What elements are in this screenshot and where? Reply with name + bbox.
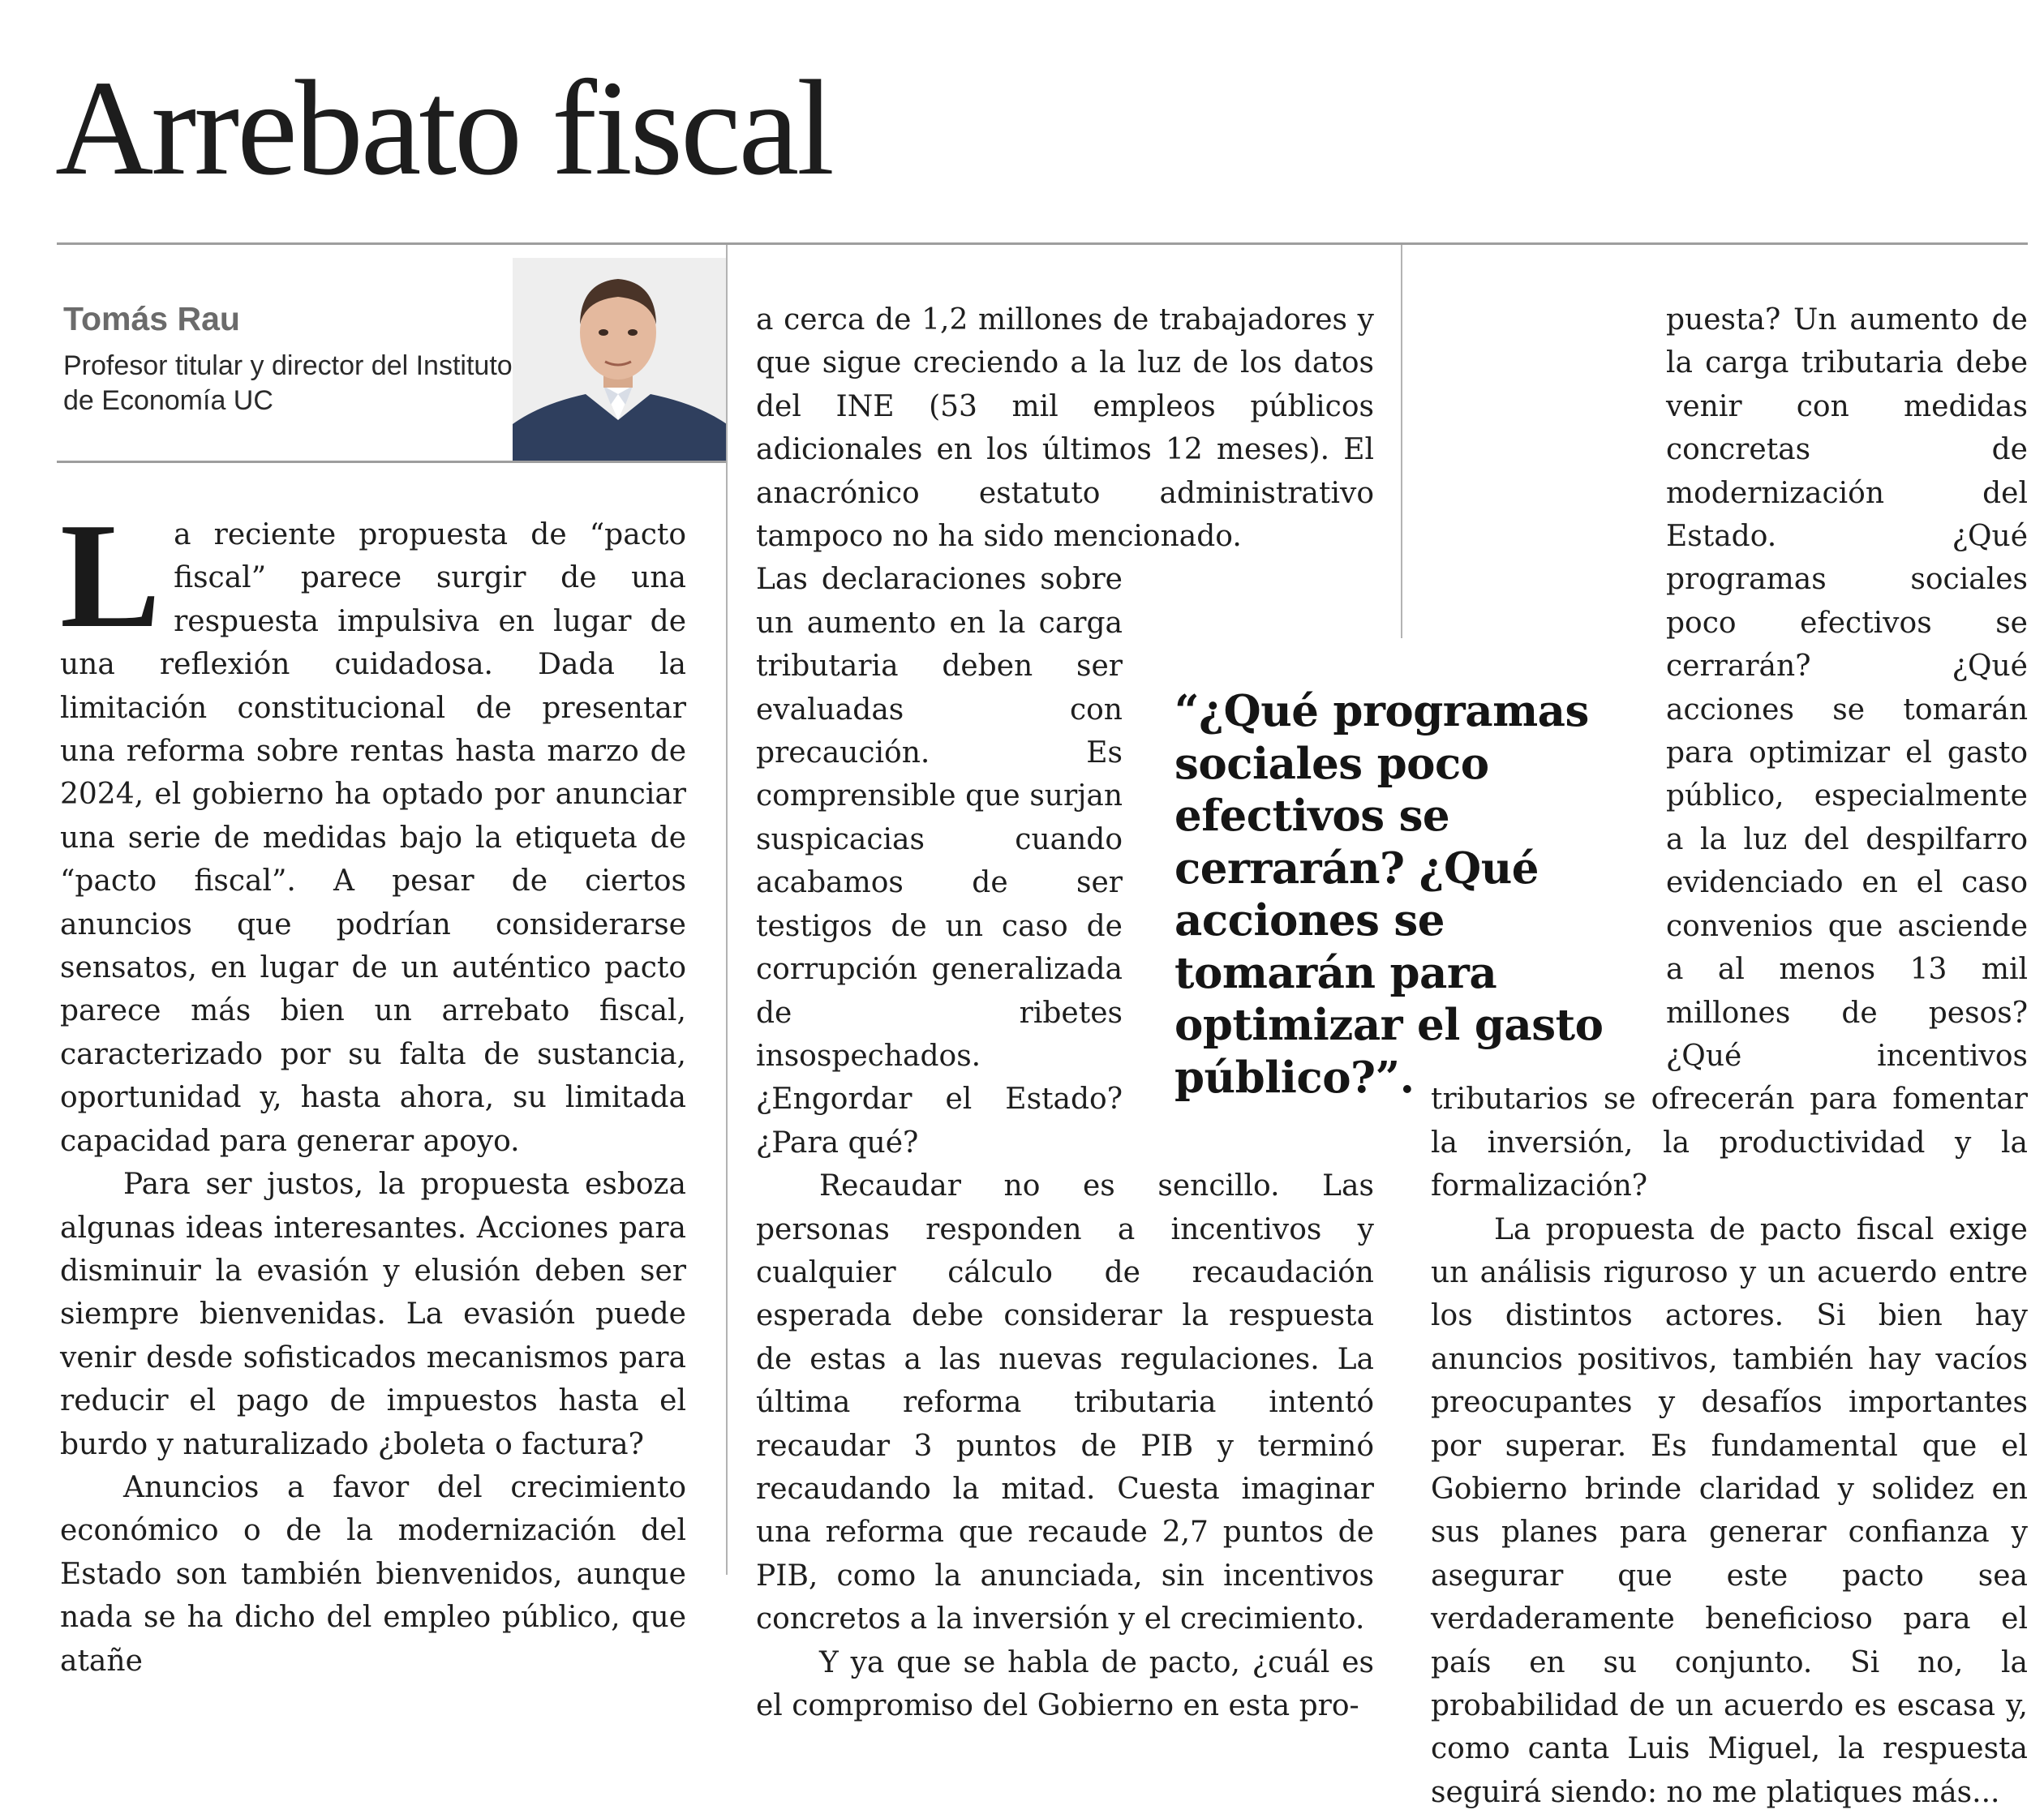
headline: Arrebato fiscal (55, 53, 832, 204)
body-paragraph: Y ya que se habla de pacto, ¿cuál es el compromiso del Gobierno en esta pro- (756, 1645, 1374, 1722)
pull-quote: “¿Qué programas sociales poco efectivos se cerrarán? ¿Qué acciones se tomarán para optimizar el gasto público?”. (1174, 686, 1604, 1103)
body-paragraph: La reciente propuesta de “pacto fiscal” parece surgir de una respuesta impulsiva en lugar de una reflexión cuidadosa. Dada la limitación constitucional de presentar una reforma sobre rentas hasta marzo de 2024, el gobierno ha optado por anunciar una serie de medidas bajo la etiqueta de “pacto fiscal”. A pesar de ciertos anuncios que podrían considerarse sensatos, en lugar de un auténtico pacto parece más bien un arrebato fiscal, caracterizado por su falta de sustancia, oportunidad y, hasta ahora, su limitada capacidad para generar apoyo. (60, 492, 686, 1158)
author-photo (513, 258, 727, 461)
top-rule (57, 242, 2028, 245)
body-paragraph: La propuesta de pacto fiscal exige un análisis riguroso y un acuerdo entre los distintos actores. Si bien hay anuncios positivos, también hay vacíos preocupantes y desafíos importantes por superar. Es fundamental que el Gobierno brinde claridad y solidez en sus planes para generar confianza y asegurar que este pacto sea verdaderamente beneficioso para el país en su conjunto. Si no, la probabilidad de un acuerdo es escasa y, como canta Luis Miguel, la respuesta seguirá siendo: no me platiques más... (1431, 1212, 2028, 1809)
author-role: Profesor titular y director del Instituto de Economía UC (63, 350, 513, 416)
drop-cap: L (60, 492, 161, 659)
body-paragraph: Recaudar no es sencillo. Las personas responden a incentivos y cualquier cálculo de recaudación esperada debe considerar la respuesta de estas a las nuevas regulaciones. La última reforma tributaria intentó recaudar 3 puntos de PIB y terminó recaudando la mitad. Cuesta imaginar una reforma que recaude 2,7 puntos de PIB, como la anunciada, sin incentivos concretos a la inversión y el crecimiento. (756, 1169, 1374, 1636)
column-divider (726, 245, 728, 1575)
column-divider (1401, 245, 1402, 638)
body-paragraph: Anuncios a favor del crecimiento económico o de la modernización del Estado son también bienvenidos, aunque nada se ha dicho del empleo público, que atañe (60, 1470, 686, 1678)
author-name: Tomás Rau (63, 300, 240, 337)
author-rule (57, 461, 727, 463)
body-paragraph: Para ser justos, la propuesta esboza algunas ideas interesantes. Acciones para disminuir la evasión y elusión deben ser siempre bienvenidas. La evasión puede venir desde sofisticados mecanismos para reducir el pago de impuestos hasta el burdo y naturalizado ¿boleta o factura? (60, 1168, 686, 1461)
article-column-1 (60, 492, 686, 1683)
body-paragraph: puesta? Un aumento de la carga tributaria debe venir con medidas concretas de modernización del Estado. ¿Qué programas sociales poco efectivos se cerrarán? ¿Qué acciones se tomarán para optimizar el gasto público, especialmente a la luz del despilfarro evidenciado en el caso convenios que asciende a al menos 13 mil millones de pesos? ¿Qué incentivos tributarios se ofrecerán para fomentar la inversión, la productividad y la formalización? (1431, 303, 2028, 1203)
body-paragraph: Las declaraciones sobre un aumento en la carga tributaria deben ser evaluadas con precaución. Es comprensible que surjan suspicacias cuando acabamos de ser testigos de un caso de corrupción generalizada de ribetes insospechados. ¿Engordar el Estado? ¿Para qué? (756, 563, 1123, 1160)
body-paragraph: a cerca de 1,2 millones de trabajadores y que sigue creciendo a la luz de los datos del INE (53 mil empleos públicos adicionales en los últimos 12 meses). El anacrónico estatuto administrativo tampoco no ha sido mencionado. (756, 303, 1374, 554)
